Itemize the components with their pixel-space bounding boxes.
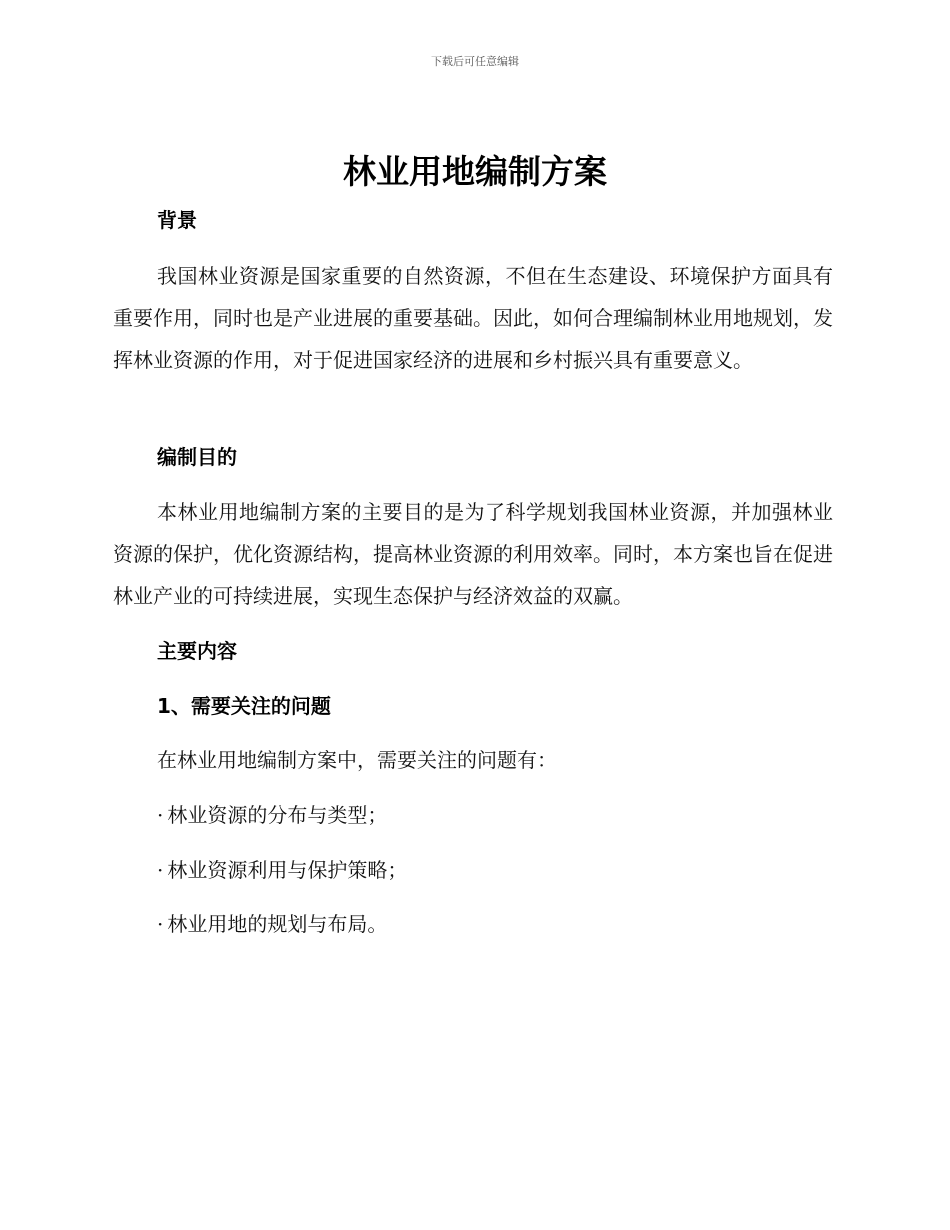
issues-intro-block bbox=[113, 746, 833, 774]
background-paragraph: 我国林业资源是国家重要的自然资源，不但在生态建设、环境保护方面具有重要作用，同时也是产业进展的重要基础。因此，如何合理编制林业用地规划，发挥林业资源的作用，对于促进国家经济的进展和乡村振兴具有重要意义。 bbox=[113, 264, 833, 372]
bullet-dot-icon: · bbox=[157, 803, 164, 827]
section-heading-purpose: 编制目的 bbox=[157, 445, 237, 469]
subsection-issues bbox=[113, 692, 833, 720]
bullet-dot-icon: · bbox=[157, 912, 164, 936]
subsection-heading-issues: 1、需要关注的问题 bbox=[157, 694, 331, 718]
section-background bbox=[113, 206, 833, 234]
bullet-text: 林业资源利用与保护策略； bbox=[167, 858, 408, 882]
bullet-item bbox=[113, 856, 833, 884]
section-heading-background: 背景 bbox=[157, 208, 197, 232]
document-title: 林业用地编制方案 bbox=[343, 152, 607, 191]
section-main-content bbox=[113, 637, 833, 665]
bullet-text: 林业资源的分布与类型； bbox=[167, 803, 388, 827]
page-header-note: 下载后可任意编辑 bbox=[431, 55, 519, 68]
bullet-text: 林业用地的规划与布局。 bbox=[167, 912, 388, 936]
issues-intro: 在林业用地编制方案中，需要关注的问题有： bbox=[157, 748, 557, 772]
bullet-dot-icon: · bbox=[157, 858, 164, 882]
section-heading-main-content: 主要内容 bbox=[157, 639, 237, 663]
bullet-item bbox=[113, 910, 833, 938]
purpose-paragraph: 本林业用地编制方案的主要目的是为了科学规划我国林业资源，并加强林业资源的保护，优化资源结构，提高林业资源的利用效率。同时，本方案也旨在促进林业产业的可持续进展，实现生态保护与经济效益的双赢。 bbox=[113, 500, 833, 608]
section-purpose bbox=[113, 443, 833, 471]
section-purpose-body bbox=[113, 491, 833, 617]
bullet-item bbox=[113, 801, 833, 829]
section-background-body bbox=[113, 255, 833, 381]
